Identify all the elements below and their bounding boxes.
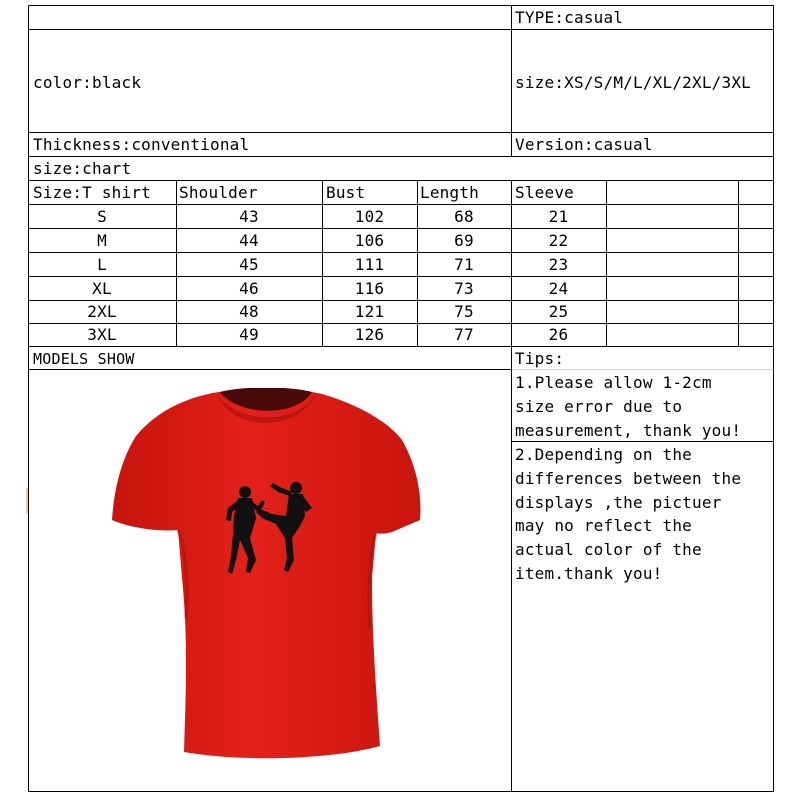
- thickness-label: Thickness:conventional: [33, 135, 250, 154]
- sizes-label: size:XS/S/M/L/XL/2XL/3XL: [515, 73, 751, 92]
- cell-size: S: [97, 207, 107, 226]
- cell-length: 69: [454, 231, 474, 250]
- tip-1: 1.Please allow 1-2cm size error due to measurement, thank you!: [515, 373, 742, 440]
- cell-sleeve: 22: [548, 231, 569, 250]
- cell-bust: 121: [354, 302, 385, 321]
- cell-size: XL: [92, 279, 112, 298]
- cell-shoulder: 45: [239, 255, 259, 274]
- version-label: Version:casual: [515, 135, 653, 154]
- models-show-label: MODELS SHOW: [33, 350, 135, 368]
- tip-2: 2.Depending on the differences between the displays ,the pictuer may no reflect the actual color of the item.thank you!: [515, 445, 742, 583]
- cell-length: 68: [454, 207, 474, 226]
- header-shoulder: Shoulder: [179, 183, 258, 202]
- header-sleeve: Sleeve: [515, 183, 574, 202]
- cell-size: M: [97, 231, 107, 250]
- cell-sleeve: 25: [548, 302, 569, 321]
- cell-shoulder: 48: [239, 302, 259, 321]
- cell-length: 77: [454, 325, 474, 344]
- color-label: color:black: [33, 73, 142, 92]
- tshirt-image: [100, 388, 430, 768]
- cell-size: 3XL: [87, 325, 117, 344]
- header-bust: Bust: [326, 183, 366, 202]
- cell-shoulder: 46: [239, 279, 259, 298]
- cell-shoulder: 44: [239, 231, 259, 250]
- cell-sleeve: 21: [548, 207, 569, 226]
- cell-bust: 106: [354, 231, 385, 250]
- cell-bust: 126: [354, 325, 385, 344]
- size-chart-label: size:chart: [33, 159, 132, 178]
- cell-cursor-marker: [26, 488, 28, 514]
- cell-length: 71: [454, 255, 474, 274]
- tips-title: Tips:: [515, 349, 565, 368]
- cell-size: L: [97, 255, 107, 274]
- cell-length: 75: [454, 302, 474, 321]
- cell-shoulder: 49: [239, 325, 259, 344]
- cell-bust: 102: [354, 207, 385, 226]
- cell-size: 2XL: [87, 302, 117, 321]
- cell-sleeve: 23: [548, 255, 569, 274]
- header-size: Size:T shirt: [33, 183, 151, 202]
- cell-bust: 116: [354, 279, 385, 298]
- cell-length: 73: [454, 279, 474, 298]
- cell-sleeve: 24: [548, 279, 569, 298]
- header-length: Length: [420, 183, 479, 202]
- cell-sleeve: 26: [548, 325, 569, 344]
- type-label: TYPE:casual: [515, 8, 624, 27]
- cell-bust: 111: [354, 255, 385, 274]
- cell-shoulder: 43: [239, 207, 259, 226]
